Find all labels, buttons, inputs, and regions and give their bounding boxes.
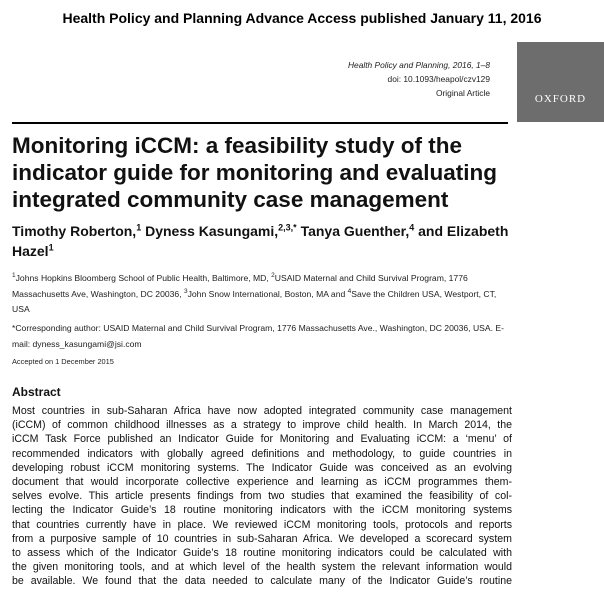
abstract-heading: Abstract <box>12 385 61 399</box>
journal-reference: Health Policy and Planning, 2016, 1–8 <box>347 60 490 70</box>
affiliation-text: John Snow International, Boston, MA and <box>187 288 348 299</box>
affiliations <box>12 271 512 318</box>
author-list <box>12 221 512 261</box>
abstract-line: lecting the Indicator Guide’s 18 routine monitoring indicators with the iCCM monitoring systems <box>12 504 512 517</box>
author-name[interactable]: Dyness Kasungami, <box>145 223 279 239</box>
oxford-logo-text: OXFORD <box>534 93 587 105</box>
doi[interactable]: doi: 10.1093/heapol/czv129 <box>387 74 490 84</box>
author-name[interactable]: Tanya Guenther, <box>300 223 410 239</box>
abstract-body <box>12 404 512 589</box>
abstract-line: recommended indicators with globally agreed definitions and methodology, to guide countries in <box>12 447 512 460</box>
accepted-date: Accepted on 1 December 2015 <box>12 357 114 366</box>
affiliation-text: Save the Children USA, Westport, CT, USA <box>12 288 497 314</box>
abstract-line: iCCM Task Force published an Indicator Guide for Monitoring and Evaluating iCCM: a ‘menu’ of <box>12 433 512 446</box>
author-name[interactable]: and Elizabeth Hazel <box>12 223 509 259</box>
abstract-line: document that would incorporate collective experience and learning as iCCM programmes them- <box>12 476 512 489</box>
affiliation-text: USAID Maternal and Child Survival Program, 1776 Massachusetts Ave, Washington, DC 20036, <box>12 273 468 299</box>
abstract-line: from a purposive sample of 10 countries in sub-Saharan Africa. We developed a scorecard system <box>12 532 512 545</box>
abstract-line: that countries currently have in place. We reviewed iCCM monitoring tools, protocols and reports <box>12 518 512 531</box>
abstract-line: Most countries in sub-Saharan Africa have now adopted integrated community case management <box>12 405 512 417</box>
title-rule <box>12 122 508 124</box>
abstract-line: selves evolve. This article presents findings from two studies that examined the feasibility of col- <box>12 490 512 503</box>
affiliation-mark: 1 <box>12 272 16 280</box>
author-affiliation-mark: 4 <box>409 222 415 233</box>
abstract-line: be available. We found that the data needed to calculate many of the Indicator Guide’s routine <box>12 575 512 588</box>
affiliation-text: Johns Hopkins Bloomberg School of Public Health, Baltimore, MD, <box>15 273 272 283</box>
corresponding-author: *Corresponding author: USAID Maternal and Child Survival Program, 1776 Massachusetts Ave., Washington, DC 20036, USA. E-mail: dyness_kasungami@jsi.com <box>12 323 504 349</box>
affiliation-mark: 2 <box>271 272 275 280</box>
abstract-line: developing robust iCCM monitoring systems. The Indicator Guide was conceived as an evolving <box>12 461 512 474</box>
author-name[interactable]: Timothy Roberton, <box>12 223 137 239</box>
affiliation-mark: 3 <box>183 287 188 295</box>
abstract-line: to assess which of the Indicator Guide’s 18 routine monitoring indicators could be calculated with <box>12 547 512 560</box>
article-type: Original Article <box>436 88 490 98</box>
oxford-logo[interactable] <box>517 42 604 122</box>
article-metadata <box>348 58 490 100</box>
author-affiliation-mark: 2,3,* <box>278 222 297 233</box>
author-affiliation-mark: 1 <box>136 222 142 233</box>
affiliation-mark: 4 <box>347 287 352 295</box>
author-affiliation-mark: 1 <box>48 242 54 253</box>
abstract-line: (iCCM) of common childhood illnesses as a strategy to improve child health. In March 2014, the <box>12 419 512 432</box>
abstract-line: the given monitoring tools, and at which level of the health system the relevant information would <box>12 561 512 574</box>
journal-banner: Health Policy and Planning Advance Access published January 11, 2016 <box>62 10 542 26</box>
article-title: Monitoring iCCM: a feasibility study of the indicator guide for monitoring and evaluating integrated community case management <box>12 133 498 212</box>
